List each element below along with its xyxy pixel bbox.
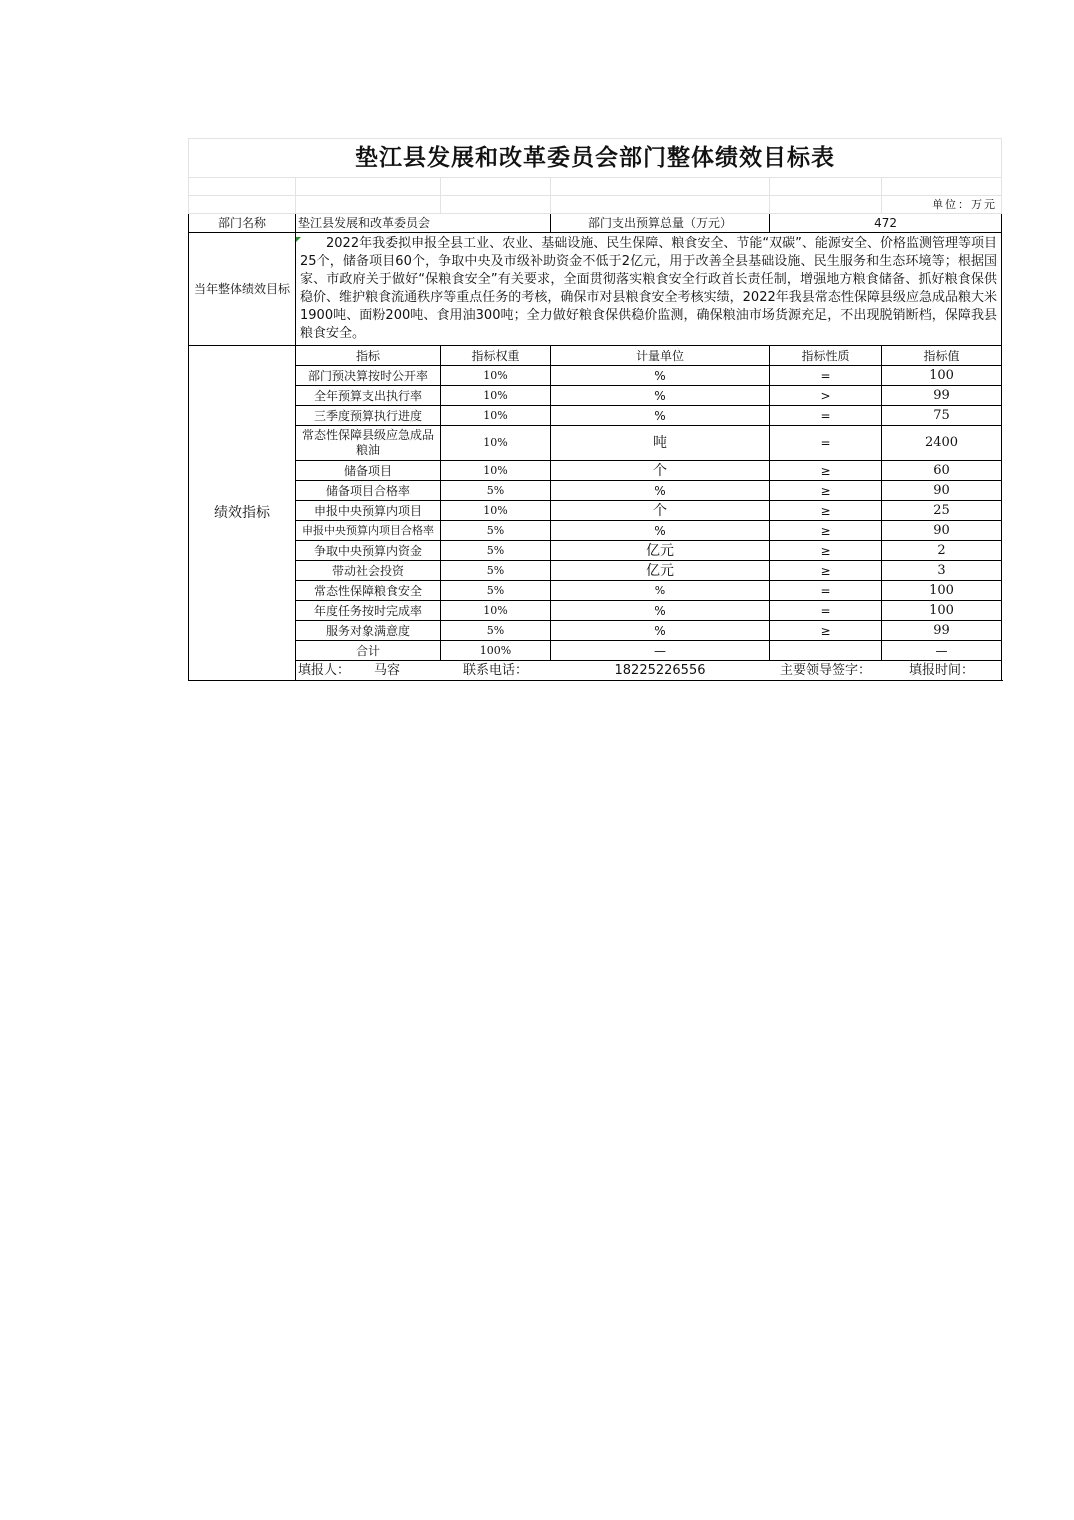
table-row [189, 541, 1002, 561]
indicator-value: 2 [882, 541, 1002, 561]
total-nature [770, 641, 882, 661]
indicator-unit: 亿元 [551, 541, 770, 561]
indicator-value: 25 [882, 501, 1002, 521]
header-unit: 计量单位 [551, 346, 770, 366]
total-row [189, 641, 1002, 661]
indicator-weight: 10% [441, 386, 551, 406]
indicator-name: 争取中央预算内资金 [296, 541, 441, 561]
indicator-value: 75 [882, 406, 1002, 426]
indicator-nature: ≥ [770, 541, 882, 561]
indicator-value: 90 [882, 521, 1002, 541]
indicator-value: 2400 [882, 426, 1002, 461]
indicator-unit: 个 [551, 501, 770, 521]
indicator-unit: % [551, 621, 770, 641]
table-row [189, 366, 1002, 386]
indicator-section-label: 绩效指标 [189, 346, 296, 681]
unit-label: 单位：万元 [882, 196, 1002, 214]
table-row [189, 521, 1002, 541]
indicator-name: 带动社会投资 [296, 561, 441, 581]
header-value: 指标值 [882, 346, 1002, 366]
indicator-unit: % [551, 386, 770, 406]
indicator-weight: 5% [441, 541, 551, 561]
indicator-weight: 5% [441, 561, 551, 581]
indicator-unit: % [551, 406, 770, 426]
indicator-value: 99 [882, 386, 1002, 406]
filler-label: 填报人： [298, 662, 351, 678]
dept-name-value: 垫江县发展和改革委员会 [296, 214, 551, 233]
total-label: 合计 [296, 641, 441, 661]
total-weight: 100% [441, 641, 551, 661]
header-nature: 指标性质 [770, 346, 882, 366]
indicator-weight: 10% [441, 366, 551, 386]
indicator-weight: 10% [441, 426, 551, 461]
table-row [189, 581, 1002, 601]
indicator-value: 100 [882, 366, 1002, 386]
filler-name: 马容 [374, 662, 401, 678]
indicator-name: 全年预算支出执行率 [296, 386, 441, 406]
performance-target-table [188, 138, 1002, 681]
indicator-weight: 5% [441, 581, 551, 601]
indicator-value: 100 [882, 601, 1002, 621]
indicator-nature: ≥ [770, 521, 882, 541]
footer [189, 661, 1002, 681]
goal-text: 2022年我委拟申报全县工业、农业、基础设施、民生保障、粮食安全、节能“双碳”、能源安全、价格监测管理等项目25个，储备项目60个，争取中央及市级补助资金不低于2亿元，用于改善全县基础设施、民生服务和生态环境等；根据国家、市政府关于做好“保粮食安全”有关要求，全面贯彻落实粮食安全行政首长责任制，增强地方粮食储备、抓好粮食保供稳价、维护粮食流通秩序等重点任务的考核，确保市对县粮食安全考核实绩，2022年我县常态性保障县级应急成品粮大米1900吨、面粉200吨、食用油300吨；全力做好粮食保供稳价监测，确保粮油市场货源充足，不出现脱销断档，保障我县粮食安全。 [296, 233, 1002, 346]
indicator-unit: % [551, 521, 770, 541]
dept-budget-label: 部门支出预算总量（万元） [551, 214, 770, 233]
dept-budget-value: 472 [770, 214, 1002, 233]
indicator-value: 60 [882, 461, 1002, 481]
indicator-nature: = [770, 581, 882, 601]
indicator-name: 三季度预算执行进度 [296, 406, 441, 426]
table-row [189, 621, 1002, 641]
indicator-nature: ≥ [770, 621, 882, 641]
indicator-nature: = [770, 406, 882, 426]
indicator-weight: 10% [441, 461, 551, 481]
indicator-weight: 10% [441, 501, 551, 521]
indicator-value: 99 [882, 621, 1002, 641]
indicator-value: 3 [882, 561, 1002, 581]
dept-name-label: 部门名称 [189, 214, 296, 233]
indicator-nature: = [770, 426, 882, 461]
indicator-nature: ≥ [770, 561, 882, 581]
indicator-nature: = [770, 366, 882, 386]
indicator-name: 常态性保障县级应急成品粮油 [296, 426, 441, 461]
header-indicator: 指标 [296, 346, 441, 366]
table-row [189, 426, 1002, 461]
table-row [189, 561, 1002, 581]
indicator-unit: % [551, 481, 770, 501]
table-row [189, 481, 1002, 501]
indicator-nature: ≥ [770, 461, 882, 481]
indicator-nature: = [770, 601, 882, 621]
indicator-name: 年度任务按时完成率 [296, 601, 441, 621]
phone-value: 18225226556 [551, 661, 770, 681]
indicator-name: 部门预决算按时公开率 [296, 366, 441, 386]
indicator-unit: 吨 [551, 426, 770, 461]
indicator-name: 申报中央预算内项目合格率 [296, 521, 441, 541]
indicator-weight: 10% [441, 601, 551, 621]
indicator-weight: 5% [441, 621, 551, 641]
indicator-nature: > [770, 386, 882, 406]
cell-comment-marker [296, 237, 301, 242]
table-row [189, 601, 1002, 621]
indicator-unit: 亿元 [551, 561, 770, 581]
indicator-weight: 5% [441, 521, 551, 541]
indicator-weight: 5% [441, 481, 551, 501]
fill-time-label: 填报时间： [882, 661, 1002, 681]
goal-label: 当年整体绩效目标 [189, 233, 296, 346]
table-row [189, 501, 1002, 521]
indicator-unit: % [551, 366, 770, 386]
indicator-name: 申报中央预算内项目 [296, 501, 441, 521]
phone-label: 联系电话： [441, 661, 551, 681]
indicator-value: 100 [882, 581, 1002, 601]
indicator-name: 储备项目合格率 [296, 481, 441, 501]
indicator-unit: % [551, 581, 770, 601]
indicator-unit: % [551, 601, 770, 621]
indicator-value: 90 [882, 481, 1002, 501]
indicator-name: 常态性保障粮食安全 [296, 581, 441, 601]
table-row [189, 386, 1002, 406]
indicator-weight: 10% [441, 406, 551, 426]
table-row [189, 406, 1002, 426]
indicator-nature: ≥ [770, 501, 882, 521]
indicator-nature: ≥ [770, 481, 882, 501]
page-title: 垫江县发展和改革委员会部门整体绩效目标表 [189, 139, 1002, 178]
total-value: — [882, 641, 1002, 661]
total-unit: — [551, 641, 770, 661]
indicator-name: 储备项目 [296, 461, 441, 481]
header-weight: 指标权重 [441, 346, 551, 366]
indicator-name: 服务对象满意度 [296, 621, 441, 641]
table-row [189, 461, 1002, 481]
indicator-unit: 个 [551, 461, 770, 481]
leader-signature-label: 主要领导签字： [770, 661, 882, 681]
